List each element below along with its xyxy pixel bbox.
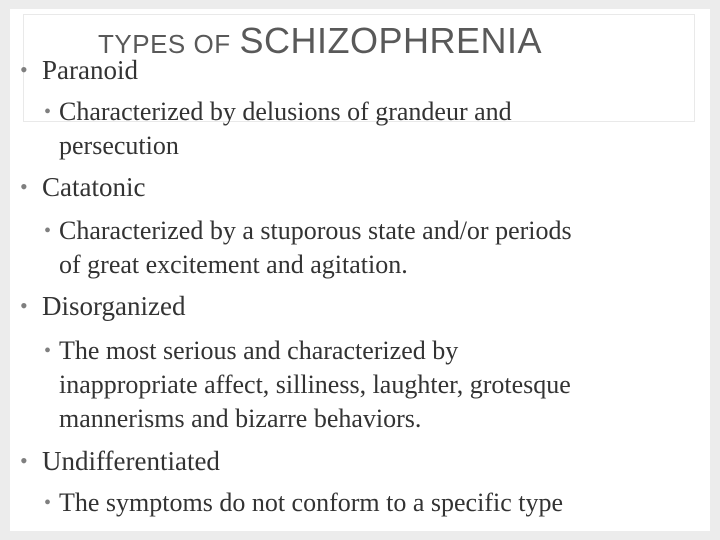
bullet-item-paranoid (20, 55, 138, 85)
bullet-dot-icon: • (20, 448, 28, 473)
sub-bullet-catatonic (44, 214, 572, 282)
sub-bullet-dot-icon: • (44, 340, 52, 362)
sub-bullet-line: The symptoms do not conform to a specific type (59, 488, 564, 517)
sub-bullet-line: The most serious and characterized by (59, 336, 459, 365)
title-small-caps: TYPES OF (98, 29, 231, 59)
bullet-item-undifferentiated (20, 446, 220, 476)
bullet-item-catatonic (20, 172, 146, 202)
bullet-heading: Paranoid (42, 55, 138, 85)
sub-bullet-line: mannerisms and bizarre behaviors. (59, 404, 422, 433)
bullet-heading: Catatonic (42, 172, 146, 202)
sub-bullet-line: Characterized by delusions of grandeur and (59, 97, 512, 126)
bullet-item-disorganized (20, 291, 186, 321)
bullet-dot-icon: • (20, 57, 28, 82)
sub-bullet-line: inappropriate affect, silliness, laughter, grotesque (59, 370, 571, 399)
sub-bullet-paranoid (44, 95, 512, 163)
bullet-dot-icon: • (20, 174, 28, 199)
title-large-caps: SCHIZOPHRENIA (239, 20, 543, 61)
bullet-heading: Disorganized (42, 291, 186, 321)
sub-bullet-line: of great excitement and agitation. (59, 250, 408, 279)
sub-bullet-line: persecution (59, 131, 179, 160)
sub-bullet-dot-icon: • (44, 101, 52, 123)
sub-bullet-disorganized (44, 334, 571, 436)
bullet-heading: Undifferentiated (42, 446, 220, 476)
bullet-dot-icon: • (20, 293, 28, 318)
sub-bullet-dot-icon: • (44, 492, 52, 514)
sub-bullet-dot-icon: • (44, 220, 52, 242)
sub-bullet-undifferentiated (44, 486, 564, 520)
sub-bullet-line: Characterized by a stuporous state and/or periods (59, 216, 572, 245)
